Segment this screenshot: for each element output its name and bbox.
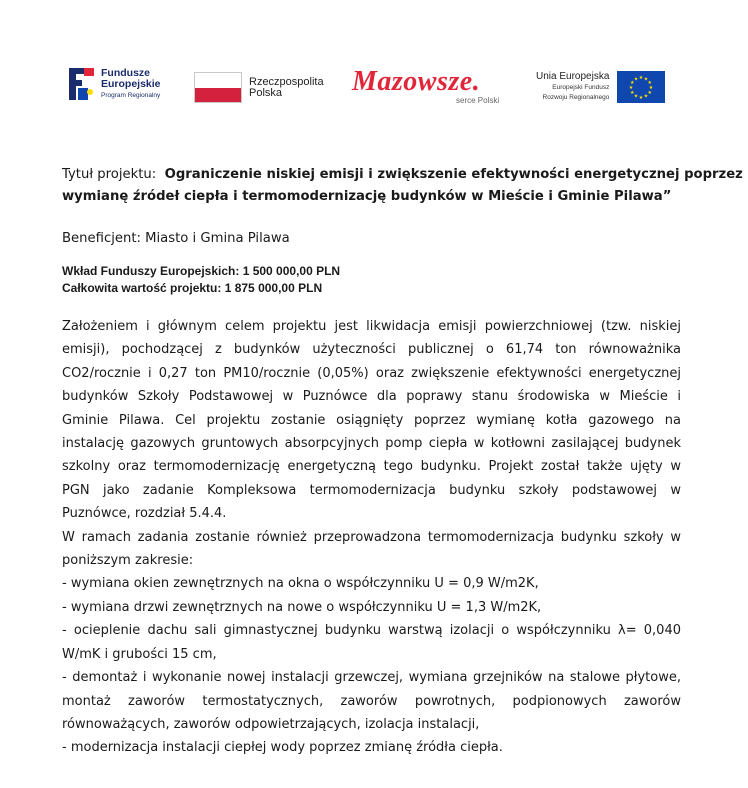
list-item: - ocieplenie dachu sali gimnastycznej budynku warstwą izolacji o współczynniku λ= 0,040: [62, 623, 681, 639]
title-text-part1: Ograniczenie niskiej emisji i zwiększenie efektywności energetycznej poprzez: [164, 167, 743, 182]
svg-text:★: ★: [647, 89, 653, 96]
svg-text:★: ★: [634, 75, 639, 82]
body-line: poniższym zakresie:: [62, 553, 194, 569]
svg-text:★: ★: [639, 74, 644, 81]
svg-text:★: ★: [629, 84, 634, 91]
svg-text:★: ★: [649, 84, 654, 91]
project-description: [62, 315, 681, 760]
eu-funds-contribution: Wkład Funduszy Europejskich: 1 500 000,00 PLN: [62, 264, 341, 278]
svg-text:★: ★: [644, 93, 649, 100]
mazowsze-tagline: serce Polski: [456, 96, 500, 105]
svg-text:★: ★: [647, 79, 653, 86]
project-title-line2: wymianę źródeł ciepła i termomodernizację budynków w Mieście i Gminie Pilawa”: [62, 189, 672, 204]
unia-europejska-logo: [536, 70, 665, 103]
list-item: - wymiana drzwi zewnętrznych na nowe o współczynniku U = 1,3 W/m2K,: [62, 599, 542, 615]
list-item-continuation: W/mK i grubości 15 cm,: [62, 646, 217, 662]
title-label: Tytuł projektu:: [62, 167, 157, 182]
body-line: Puznówce, rozdział 5.4.4.: [62, 506, 227, 522]
body-line: Gminie Pilawa. Cel projektu zostanie osiągnięty poprzez wymianę kotła gazowego na: [62, 412, 681, 428]
body-line: Założeniem i głównym celem projektu jest likwidacja emisji powierzchniowej (tzw. niskiej: [62, 319, 681, 334]
fundusze-europejskie-logo: [66, 66, 161, 102]
svg-text:★: ★: [644, 75, 649, 82]
list-item: - demontaż i wykonanie nowej instalacji grzewczej, wymiana grzejników na stalowe płytowe,: [62, 670, 681, 686]
list-item: - wymiana okien zewnętrznych na okna o współczynniku U = 0,9 W/m2K,: [62, 576, 539, 592]
body-line: W ramach zadania zostanie również przeprowadzona termomodernizacja budynku szkoły w: [62, 529, 681, 545]
body-line: CO2/rocznie i 0,27 ton PM10/rocznie (0,05%) oraz zwiększenie efektywności energetycznej: [62, 365, 681, 381]
svg-text:★: ★: [630, 89, 635, 96]
rp-line2: Polska: [249, 86, 283, 99]
fundusze-line1: Fundusze: [101, 66, 150, 79]
list-item-continuation: montaż zaworów termostatycznych, zaworów powrotnych, podpionowych zaworów: [62, 693, 681, 709]
svg-text:★: ★: [630, 79, 635, 86]
list-item-continuation: równoważących, zaworów odpowietrzających, izolacja instalacji,: [62, 716, 480, 732]
ue-line3: Rozwoju Regionalnego: [542, 94, 610, 101]
body-line: budynków Szkoły Podstawowej w Puznówce dla poprawy stanu środowiska w Mieście i: [62, 389, 681, 405]
fundusze-line3: Program Regionalny: [101, 91, 161, 99]
beneficiary: Beneficjent: Miasto i Gmina Pilawa: [62, 231, 290, 246]
ue-line2: Europejski Fundusz: [552, 84, 610, 91]
body-line: PGN jako zadanie Kompleksowa termomodernizacja budynku szkoły podstawowej w: [62, 482, 681, 498]
list-item: - modernizacja instalacji ciepłej wody poprzez zmianę źródła ciepła.: [62, 740, 503, 756]
svg-text:★: ★: [634, 93, 639, 100]
body-line: emisji), pochodzącej z budynków użyteczności publicznej o 61,74 ton równoważnika: [62, 342, 681, 358]
ue-line1: Unia Europejska: [536, 71, 610, 82]
total-project-value: Całkowita wartość projektu: 1 875 000,00 PLN: [62, 281, 323, 295]
fundusze-line2: Europejskie: [101, 77, 161, 90]
eu-flag-icon: [617, 71, 665, 103]
project-title-line1: [62, 167, 743, 182]
polish-flag-icon: [194, 72, 242, 103]
mazowsze-wordmark: Mazowsze.: [352, 66, 481, 97]
mazowsze-logo: [352, 66, 512, 106]
fundusze-europejskie-icon: [66, 66, 96, 102]
rp-line1: Rzeczpospolita: [249, 75, 324, 88]
rzeczpospolita-polska-logo: [194, 72, 324, 103]
body-line: instalację gazowych gruntowych absorpcyjnych pomp ciepła w kotłowni zasilającej budynek: [62, 436, 681, 452]
body-line: szkolny oraz termomodernizację energetyczną tego budynku. Projekt został także ujęty w: [62, 459, 681, 475]
svg-text:★: ★: [639, 94, 644, 101]
